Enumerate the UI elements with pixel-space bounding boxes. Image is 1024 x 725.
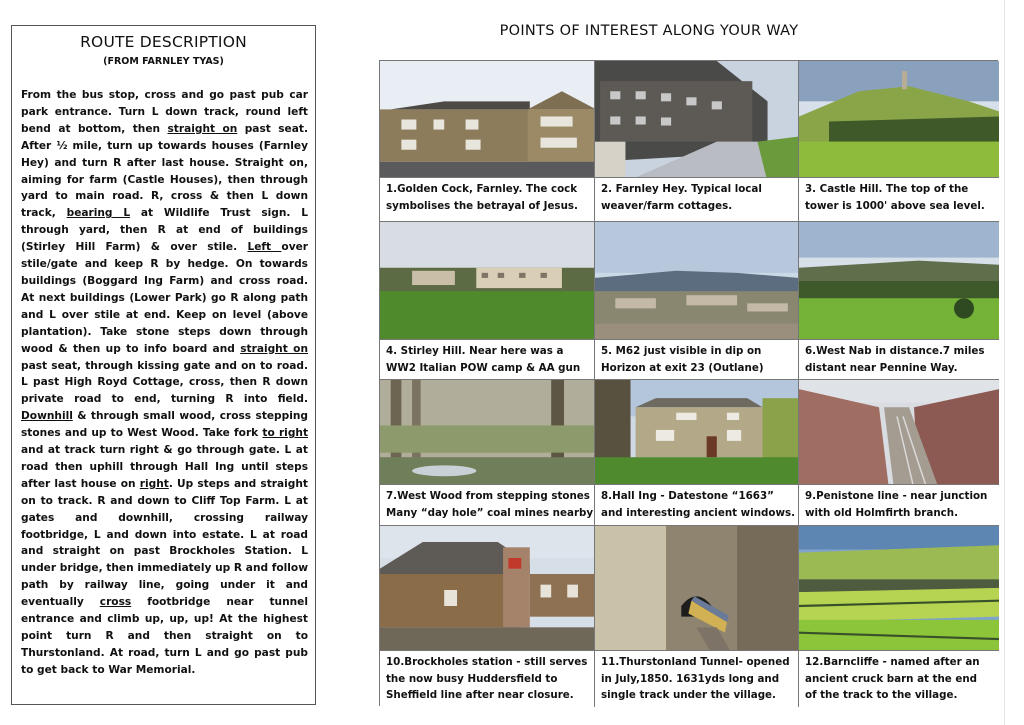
poi-caption — [799, 484, 999, 525]
poi-card — [799, 526, 999, 707]
poi-caption — [380, 177, 594, 221]
poi-caption-line: WW2 Italian POW camp & AA gun — [386, 361, 581, 374]
route-text-segment: & through small wood, cross stepping stones and up to West Wood. Take fork — [21, 410, 308, 440]
route-subtitle: (FROM FARNLEY TYAS) — [103, 56, 224, 67]
poi-caption-line: and interesting ancient windows. — [601, 506, 796, 519]
poi-caption — [595, 339, 798, 379]
route-text-segment: From the bus stop, cross and go past pub car park entrance. Turn L down track, round left bend at bottom, then — [21, 89, 308, 135]
poi-caption-line: 4. Stirley Hill. Near here was a — [386, 345, 564, 357]
poi-card — [595, 61, 799, 222]
poi-caption — [595, 650, 798, 707]
poi-caption-line: in July,1850. 1631yds long and — [601, 672, 780, 685]
route-text-segment: and at track turn right & go through gate. L at road then uphill through Hall Ing until steps after last house on — [21, 444, 308, 490]
poi-photo-farm — [380, 222, 594, 344]
poi-caption — [799, 650, 999, 707]
poi-card — [380, 222, 595, 380]
route-text — [21, 87, 308, 679]
poi-caption-line: Horizon at exit 23 (Outlane) — [601, 361, 764, 374]
poi-caption-line: weaver/farm cottages. — [601, 199, 733, 212]
poi-photo-tunnel — [595, 526, 798, 654]
poi-card — [380, 61, 595, 222]
poi-caption-line: with old Holmfirth branch. — [805, 506, 959, 519]
poi-card — [595, 222, 799, 380]
poi-photo-wood — [380, 380, 594, 489]
poi-caption-line: distant near Pennine Way. — [805, 361, 958, 374]
route-description-panel — [11, 25, 316, 705]
poi-photo-pub — [380, 61, 594, 182]
poi-caption-line: 10.Brockholes station - still serves — [386, 656, 588, 668]
route-text-segment: past seat. After ½ mile, turn up towards houses (Farnley Hey) and turn R after last house. Straight on, aiming for farm (Castle Houses), then through yard to main road. R, cross & then L down track, — [21, 122, 308, 220]
poi-photo-rail — [799, 380, 999, 489]
underlined-instruction: bearing L — [66, 207, 131, 220]
poi-photo-station — [380, 526, 594, 654]
poi-caption-line: single track under the village. — [601, 689, 776, 701]
poi-caption-line: Sheffield line after near closure. — [386, 689, 574, 701]
underlined-instruction: cross — [99, 596, 132, 609]
poi-card — [799, 380, 999, 526]
poi-caption — [380, 339, 594, 379]
poi-caption-line: tower is 1000' above sea level. — [805, 199, 985, 212]
poi-caption-line: of the track to the village. — [805, 689, 958, 701]
poi-caption-line: the now busy Huddersfield to — [386, 672, 558, 685]
underlined-instruction: Left — [247, 241, 282, 254]
poi-caption — [380, 484, 594, 525]
route-text-segment: . Up steps and straight on to track. R and down to Cliff Top Farm. L at gates and downhill, crossing railway footbridge, L and down into estate. L at road and straight on past Brockholes Station. L under bridge, then immediately up R and follow path by railway line, going under it and eventually — [21, 477, 309, 609]
poi-caption-line: Many “day hole” coal mines nearby — [386, 506, 594, 519]
poi-caption-line: 12.Barncliffe - named after an — [805, 656, 980, 668]
underlined-instruction: to right — [262, 427, 309, 440]
poi-photo-valley — [595, 222, 798, 344]
poi-caption — [595, 484, 798, 525]
poi-caption-line: 5. M62 just visible in dip on — [601, 345, 762, 357]
poi-card — [595, 380, 799, 526]
poi-photo-field — [799, 222, 999, 344]
underlined-instruction: straight on — [167, 122, 238, 135]
poi-caption-line: 8.Hall Ing - Datestone “1663” — [601, 490, 774, 502]
poi-card — [799, 222, 999, 380]
poi-caption-line: 3. Castle Hill. The top of the — [805, 183, 969, 195]
poi-photo-barncliffe — [799, 526, 999, 654]
poi-card — [595, 526, 799, 707]
poi-grid — [379, 60, 998, 706]
poi-title: POINTS OF INTEREST ALONG YOUR WAY — [499, 23, 799, 39]
poi-caption — [799, 177, 999, 221]
poi-card — [380, 380, 595, 526]
poi-caption — [799, 339, 999, 379]
poi-caption — [380, 650, 594, 707]
underlined-instruction: right — [139, 477, 169, 490]
route-text-segment: footbridge near tunnel entrance and climb up, up, up! At the highest point turn R and then straight on to Thurstonland. At road, turn L and go past pub to get back to War Memorial. — [21, 596, 308, 676]
route-title: ROUTE DESCRIPTION — [80, 33, 247, 51]
poi-caption-line: ancient cruck barn at the end — [805, 672, 978, 685]
poi-caption-line: 6.West Nab in distance.7 miles — [805, 345, 985, 357]
poi-card — [799, 61, 999, 222]
poi-card — [380, 526, 595, 707]
poi-caption-line: 1.Golden Cock, Farnley. The cock — [386, 183, 578, 195]
poi-caption-line: 9.Penistone line - near junction — [805, 490, 988, 502]
poi-caption-line: 11.Thurstonland Tunnel- opened — [601, 656, 790, 668]
poi-caption-line: 7.West Wood from stepping stones — [386, 490, 590, 502]
poi-photo-cottages — [595, 61, 798, 182]
route-text-segment: over stile/gate and keep R by hedge. On towards buildings (Boggard Ing Farm) and cross road. At next buildings (Lower Park) go R along path and L over stile at end. Keep on level (above plantation). Take stone steps down through wood & then up to info board and — [21, 241, 309, 355]
poi-photo-hill — [799, 61, 999, 182]
poi-caption — [595, 177, 798, 221]
underlined-instruction: Downhill — [21, 410, 73, 423]
route-text-segment: at Wildlife Trust sign. L through yard, then R at end of buildings (Stirley Hill Farm) & over stile. — [21, 207, 308, 254]
page-edge — [1004, 0, 1005, 725]
route-text-segment: past seat, through kissing gate and on to road. L past High Royd Cottage, cross, then R down private road to end, turning R into field. — [21, 359, 308, 406]
poi-caption-line: symbolises the betrayal of Jesus. — [386, 199, 578, 212]
poi-photo-hall — [595, 380, 798, 489]
poi-caption-line: 2. Farnley Hey. Typical local — [601, 183, 762, 195]
underlined-instruction: straight on — [240, 342, 308, 355]
